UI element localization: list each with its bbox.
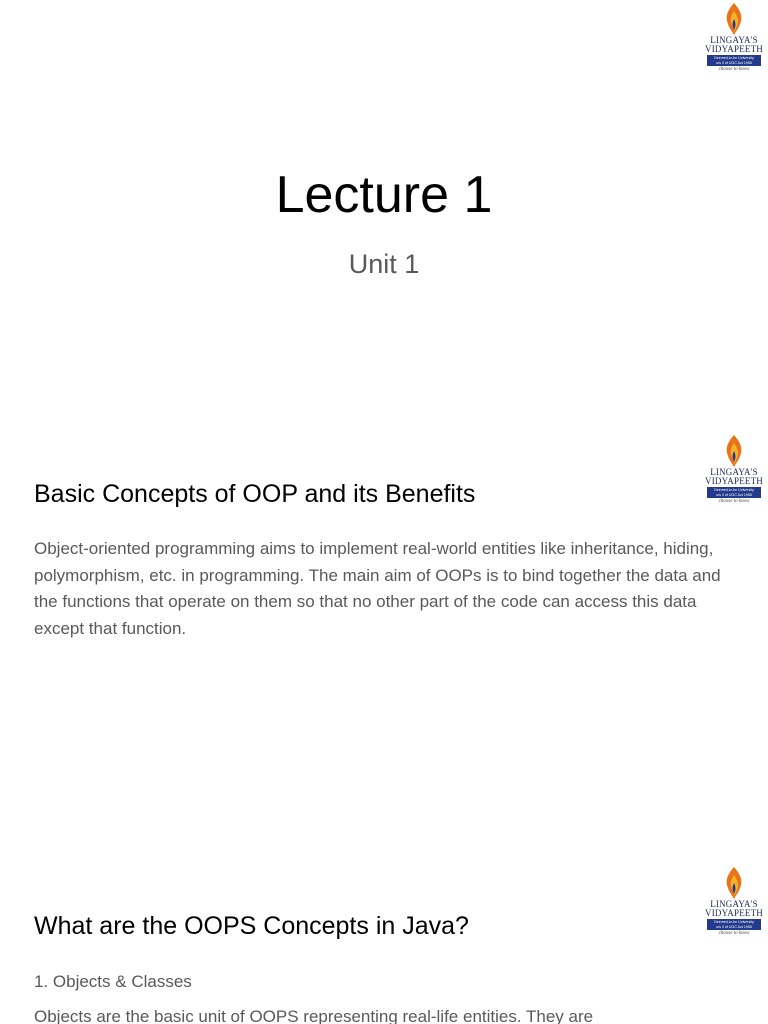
slide-basic-concepts	[0, 432, 768, 864]
logo-name-line1: LINGAYA'S	[710, 467, 758, 477]
logo-sub-line2: u/s 3 of UGC Act 1956	[716, 924, 752, 929]
logo-name-line2: VIDYAPEETH	[705, 908, 763, 918]
slide-body-text: Object-oriented programming aims to implement real-world entities like inheritance, hiding, polymorphism, etc. in programming. The main aim of OOPs is to bind together the data and the functions that operate on them so that no other part of the code can access this data except that function.	[34, 539, 721, 638]
flame-icon	[720, 2, 748, 36]
logo-sub-line1: Deemed-to-be University	[714, 920, 754, 924]
logo-name-line2: VIDYAPEETH	[705, 476, 763, 486]
logo-accreditation-band	[707, 919, 761, 930]
logo-sub-line2: u/s 3 of UGC Act 1956	[716, 60, 752, 65]
slide-heading: What are the OOPS Concepts in Java?	[34, 912, 469, 940]
logo-tagline: choose to know	[718, 67, 750, 72]
slide-lecture-title	[0, 0, 768, 432]
university-logo	[704, 434, 764, 514]
slide-body-text: Objects are the basic unit of OOPS representing real-life entities. They are	[34, 1007, 594, 1024]
flame-icon	[720, 866, 748, 900]
lecture-title: Lecture 1	[275, 166, 493, 224]
slide-oops-concepts	[0, 864, 768, 1024]
logo-name-line1: LINGAYA'S	[710, 899, 758, 909]
university-logo	[704, 2, 764, 82]
logo-name-line1: LINGAYA'S	[710, 35, 758, 45]
slide-heading: Basic Concepts of OOP and its Benefits	[34, 480, 476, 508]
logo-sub-line1: Deemed-to-be University	[714, 56, 754, 60]
logo-accreditation-band	[707, 55, 761, 66]
lecture-subtitle: Unit 1	[348, 249, 420, 279]
logo-sub-line2: u/s 3 of UGC Act 1956	[716, 492, 752, 497]
logo-sub-line1: Deemed-to-be University	[714, 488, 754, 492]
logo-accreditation-band	[707, 487, 761, 498]
logo-tagline: choose to know	[718, 931, 750, 936]
logo-name-line2: VIDYAPEETH	[705, 44, 763, 54]
flame-icon	[720, 434, 748, 468]
university-logo	[704, 866, 764, 946]
logo-tagline: choose to know	[718, 499, 750, 504]
list-item: 1. Objects & Classes	[34, 972, 192, 991]
